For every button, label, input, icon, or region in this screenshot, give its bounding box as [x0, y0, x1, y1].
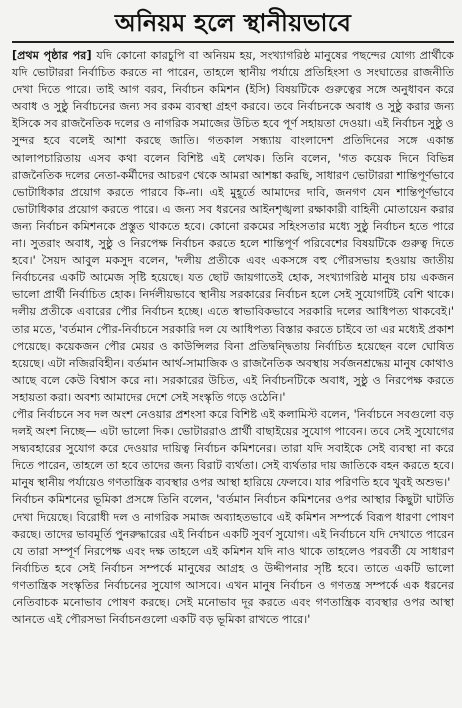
article-headline: অনিয়ম হলে স্থানীয়ভাবে	[114, 9, 352, 37]
article-paragraph-2: পৌর নির্বাচনে সব দল অংশ নেওয়ার প্রশংসা করে বিশিষ্ট এই কলামিস্ট বলেন, 'নির্বাচনে সবগুলো বড় দলই অংশ নিচ্ছে— এটা ভালো দিক। ভোটাররাও প্রার্থী বাছাইয়ের সুযোগ পাবেন। তবে সেই সুযোগের সদ্ব্যবহারের সুযোগ করে দেওয়ার দায়িত্ব নির্বাচন কমিশনের। তারা যদি সবাইকে সেই ব্যবস্থা না করে দিতে পারেন, তাহলে তা হবে তাদের জন্য বিরাট ব্যর্থতা। সেই ব্যর্থতার দায় জাতিকে বহন করতে হবে। মানুষ স্থানীয় পর্যায়েও গণতান্ত্রিক ব্যবস্থার ওপর আস্থা হারিয়ে ফেলবে। যার পরিণতি হবে খুবই অশুভ।'	[12, 407, 454, 490]
article-body	[12, 47, 454, 628]
headline-divider	[12, 41, 454, 43]
article-paragraph-3: নির্বাচন কমিশনের ভূমিকা প্রসঙ্গে তিনি বলেন, 'বর্তমান নির্বাচন কমিশনের ওপর আস্থার কিছুটা ঘাটতি দেখা দিয়েছে। বিরোধী দল ও নাগরিক সমাজ অব্যাহতভাবে এই কমিশন সম্পর্কে বিরূপ ধারণা পোষণ করছে। তাদের ভাবমূর্তি পুনরুদ্ধারের এই নির্বাচন একটি সুবর্ণ সুযোগ। এই নির্বাচনে যদি দেখাতে পারেন যে তারা সম্পূর্ণ নিরপেক্ষ এবং দক্ষ তাহলে এই কমিশন যদি নাও থাকে তাহলেও পরবর্তী যে সাধারণ নির্বাচিত হবে সেই নির্বাচন সম্পর্কে মানুষের আগ্রহ ও উদ্দীপনার সৃষ্টি হবে। তাতে একটি ভালো গণতান্ত্রিক সংস্কৃতির নির্বাচনের সুযোগ আসবে। এখন মানুষ নির্বাচন ও গণতন্ত্র সম্পর্কে এক ধরনের নেতিবাচক মনোভাব পোষণ করছে। সেই মনোভাব দূর করতে এবং গণতান্ত্রিক ব্যবস্থার ওপর আস্থা আনতে এই পৌরসভা নির্বাচনগুলো একটি বড় ভূমিকা রাখতে পারে।'	[12, 493, 454, 627]
continued-from-label: [প্রথম পৃষ্ঠার পর]	[12, 49, 97, 62]
article-paragraph-1: যদি কোনো কারচুপি বা অনিয়ম হয়, সংখ্যাগরিষ্ঠ মানুষের পছন্দের যোগ্য প্রার্থীকে যদি ভোটাররা নির্বাচিত করতে না পারেন, তাহলে স্থানীয় পর্যায়ে প্রতিহিংসা ও সংঘাতের রাজনীতি দেখা দিতে পারে। তাই আগ বরব, নির্বাচন কমিশন (ইসি) বিষয়টিকে গুরুত্বের সঙ্গে অনুধাবন করে অবাধ ও সুষ্ঠু নির্বাচনের জন্য সব রকম ব্যবস্থা গ্রহণ করবে। তবে নির্বাচনকে অবাধ ও সুষ্ঠু করার জন্য ইসিকে সব রাজনৈতিক দলের ও নাগরিক সমাজের উচিত হবে পূর্ণ সহায়তা দেওয়া। এই নির্বাচন সুষ্ঠু ও সুন্দর হবে বলেই আশা করছে জাতি। গতকাল সন্ধ্যায় বাংলাদেশ প্রতিদিনের সঙ্গে একান্ত আলাপচারিতায় এসব কথা বলেন বিশিষ্ট এই লেখক। তিনি বলেন, 'গত কয়েক দিনে বিভিন্ন রাজনৈতিক দলের নেতা-কর্মীদের আচরণ থেকে আমরা আশঙ্কা করছি, সাধারণ ভোটাররা শান্তিপূর্ণভাবে ভোটাধিকার প্রয়োগ করতে পারবে কি-না। এই মুহূর্তে আমাদের দাবি, জনগণ যেন শান্তিপূর্ণভাবে ভোটাধিকার প্রয়োগ করতে পারে। এ জন্য সব ধরনের আইনশৃঙ্খলা রক্ষাকারী বাহিনী মোতায়েন করার জন্য নির্বাচন কমিশনকে প্রস্তুত থাকতে হবে। কোনো রকমের সহিংসতার মধ্যে সুষ্ঠু নির্বাচন হতে পারে না। সুতরাং অবাধ, সুষ্ঠু ও নিরপেক্ষ নির্বাচন করতে হলে শান্তিপূর্ণ পরিবেশের বিষয়টিকে গুরুত্ব দিতে হবে।' সৈয়দ আবুল মকসুদ বলেন, 'দলীয় প্রতীকে এবং একসঙ্গে বহু পৌরসভায় হওয়ায় জাতীয় নির্বাচনের একটি আমেজ সৃষ্টি হয়েছে। যত ছোট জায়গাতেই হোক, সংখ্যাগরিষ্ঠ মানুষ চায় একজন ভালো প্রার্থী নির্বাচিত হোক। নির্দলীয়ভাবে স্থানীয় সরকারের নির্বাচন হলে সেই সুযোগটিই বেশি থাকে। দলীয় প্রতীকে এবারের পৌর নির্বাচন হচ্ছে। এতে স্বাভাবিকভাবে সরকারি দলের আধিপত্য থাকবেই।' তার মতে, 'বর্তমান পৌর-নির্বাচনে সরকারি দল যে আধিপত্য বিস্তার করতে চাইবে তা এর মধ্যেই প্রকাশ পেয়েছে। কয়েকজন পৌর মেয়র ও কাউন্সিলর বিনা প্রতিদ্বন্দ্বিতায় নির্বাচিত হয়েছেন বলে ঘোষিত হয়েছে। এটা নজিরবিহীন। বর্তমান আর্থ-সামাজিক ও রাজনৈতিক অবস্থায় সর্বজনশ্রদ্ধেয় মানুষ কোথাও আছে বলে কেউ বিশ্বাস করে না। সরকারের উচিত, এই নির্বাচনটিকে অবাধ, সুষ্ঠু ও নিরপেক্ষ করতে সহায়তা করা। অবশ্য আমাদের দেশে সেই সংস্কৃতি গড়ে ওঠেনি।'	[12, 49, 455, 404]
